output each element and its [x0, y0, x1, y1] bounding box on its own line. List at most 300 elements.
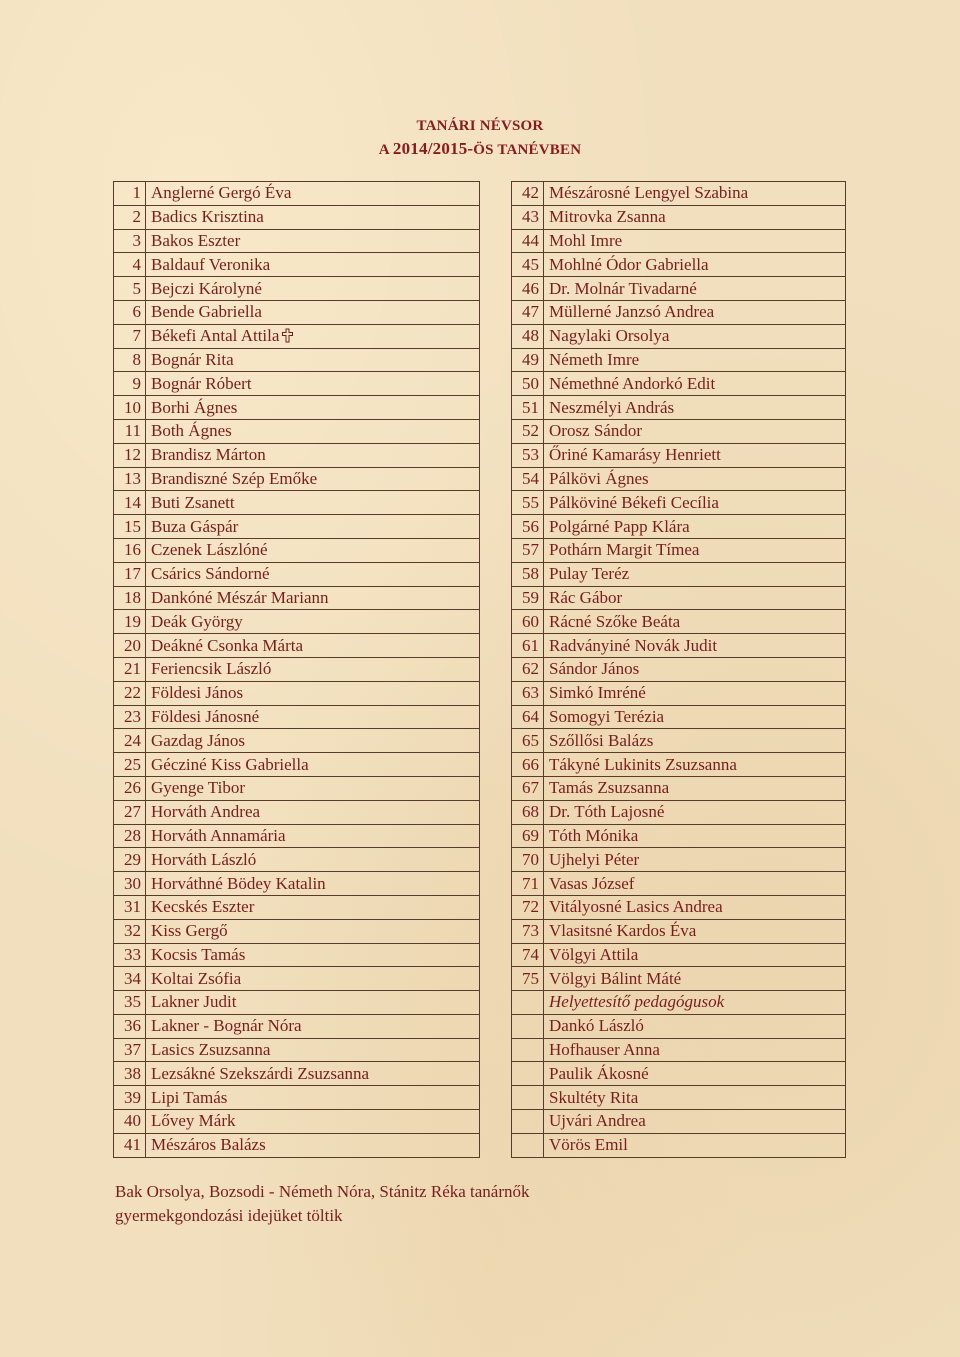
teacher-name: [146, 396, 480, 420]
teacher-name: [146, 634, 480, 658]
teacher-name-text: Baldauf Veronika: [151, 254, 271, 274]
teacher-name-text: Sándor János: [549, 659, 640, 679]
teacher-name-text: Pulay Teréz: [549, 564, 630, 584]
row-number: 68: [512, 800, 544, 824]
table-row: [114, 277, 480, 301]
teacher-name: [544, 491, 846, 515]
row-number: 17: [114, 562, 146, 586]
teacher-name-text: Lezsákné Szekszárdi Zsuzsanna: [151, 1063, 370, 1083]
teacher-name-text: Horváth Annamária: [151, 825, 286, 845]
teacher-name: [544, 895, 846, 919]
row-number: 33: [114, 943, 146, 967]
teacher-name: [544, 253, 846, 277]
teacher-name: [146, 515, 480, 539]
row-number: 2: [114, 205, 146, 229]
teacher-name: [544, 705, 846, 729]
row-number: 45: [512, 253, 544, 277]
teacher-name: [146, 1062, 480, 1086]
teacher-name-text: Dankó László: [549, 1016, 644, 1036]
table-row: [114, 729, 480, 753]
teacher-name-text: Kocsis Tamás: [151, 944, 246, 964]
teacher-name-text: Ujhelyi Péter: [549, 849, 640, 869]
table-row: [512, 491, 846, 515]
row-number: 16: [114, 538, 146, 562]
teacher-name: [544, 229, 846, 253]
teacher-name-text: Badics Krisztina: [151, 207, 264, 227]
table-row: [114, 681, 480, 705]
teacher-name-text: Mohl Imre: [549, 230, 623, 250]
teacher-name: [146, 562, 480, 586]
teacher-name-text: Horváthné Bödey Katalin: [151, 873, 326, 893]
table-row: [512, 729, 846, 753]
row-number: 71: [512, 872, 544, 896]
table-row: [512, 824, 846, 848]
row-number: 46: [512, 277, 544, 301]
teacher-name-text: Ujvári Andrea: [549, 1111, 646, 1131]
page-number: 9: [477, 1262, 483, 1276]
table-row: [512, 396, 846, 420]
row-number: 1: [114, 182, 146, 206]
row-number: 58: [512, 562, 544, 586]
teacher-name-text: Simkó Imréné: [549, 683, 646, 703]
teacher-name-text: Tóth Mónika: [549, 825, 639, 845]
row-number: 54: [512, 467, 544, 491]
row-number: 7: [114, 324, 146, 348]
table-row: [512, 229, 846, 253]
teacher-name-text: Szőllősi Balázs: [549, 730, 654, 750]
teacher-name: [146, 943, 480, 967]
teacher-name-text: Deák György: [151, 611, 243, 631]
table-row: [512, 872, 846, 896]
teacher-name: [146, 1086, 480, 1110]
row-number: 74: [512, 943, 544, 967]
teacher-name: [544, 348, 846, 372]
teacher-name: [544, 182, 846, 206]
teacher-name-text: Dr. Tóth Lajosné: [549, 802, 665, 822]
table-row: [512, 300, 846, 324]
table-row: [114, 467, 480, 491]
row-number: 35: [114, 991, 146, 1015]
row-number: 31: [114, 895, 146, 919]
teacher-name: [146, 300, 480, 324]
teacher-name-text: Vlasitsné Kardos Éva: [549, 921, 697, 941]
teacher-name: [146, 610, 480, 634]
table-row: [114, 610, 480, 634]
teacher-name-text: Polgárné Papp Klára: [549, 516, 690, 536]
subtitle-prefix: A: [378, 142, 393, 158]
teacher-name-text: Müllerné Janzsó Andrea: [549, 302, 715, 322]
teacher-name-text: Némethné Andorkó Edit: [549, 373, 716, 393]
teacher-name: [544, 729, 846, 753]
teacher-name-text: Lakner Judit: [151, 992, 237, 1012]
teacher-name-text: Horváth László: [151, 849, 257, 869]
teacher-name: [146, 800, 480, 824]
teacher-name: [544, 776, 846, 800]
teacher-list-left: [113, 181, 480, 1158]
teacher-name: [544, 443, 846, 467]
teacher-name: [544, 396, 846, 420]
teacher-name: [146, 586, 480, 610]
teacher-name-text: Bakos Eszter: [151, 230, 241, 250]
table-row: [114, 776, 480, 800]
teacher-name: [146, 372, 480, 396]
table-row: [114, 372, 480, 396]
table-row: [114, 538, 480, 562]
row-number: 53: [512, 443, 544, 467]
teacher-list-right: [511, 181, 846, 1158]
teacher-name-text: Földesi János: [151, 683, 244, 703]
row-number: 55: [512, 491, 544, 515]
teacher-name: [544, 300, 846, 324]
table-row: [114, 1086, 480, 1110]
teacher-name-text: Borhi Ágnes: [151, 397, 238, 417]
row-number: 59: [512, 586, 544, 610]
school-year: 2014/2015-: [392, 139, 474, 158]
teacher-name: [146, 895, 480, 919]
table-row: [114, 443, 480, 467]
teacher-name: [544, 1110, 846, 1134]
row-number: 30: [114, 872, 146, 896]
row-number: 4: [114, 253, 146, 277]
teacher-name-text: Vasas József: [549, 873, 635, 893]
teacher-name: [544, 1038, 846, 1062]
table-row: [512, 562, 846, 586]
row-number: 40: [114, 1110, 146, 1134]
teacher-name-text: Völgyi Attila: [549, 944, 639, 964]
table-row: [114, 1038, 480, 1062]
teacher-name-text: Őriné Kamarásy Henriett: [549, 445, 721, 465]
table-row: [114, 205, 480, 229]
row-number: 21: [114, 657, 146, 681]
teacher-name: [146, 205, 480, 229]
row-number: 13: [114, 467, 146, 491]
row-number: 41: [114, 1133, 146, 1157]
table-row: [512, 610, 846, 634]
teacher-name: [146, 538, 480, 562]
row-number: 10: [114, 396, 146, 420]
teacher-name: [544, 277, 846, 301]
row-number: 70: [512, 848, 544, 872]
row-number: 39: [114, 1086, 146, 1110]
teacher-name: [146, 681, 480, 705]
row-number: 9: [114, 372, 146, 396]
row-number: 75: [512, 967, 544, 991]
teacher-name-text: Mészáros Balázs: [151, 1135, 266, 1155]
teacher-name: [544, 538, 846, 562]
teacher-name: [544, 824, 846, 848]
row-number: 63: [512, 681, 544, 705]
row-number: 48: [512, 324, 544, 348]
note-line-2: gyermekgondozási idejüket töltik: [115, 1206, 343, 1225]
table-row: [114, 872, 480, 896]
table-row: [114, 396, 480, 420]
teacher-name-text: Lakner - Bognár Nóra: [151, 1016, 302, 1036]
row-number: 64: [512, 705, 544, 729]
teacher-name: [146, 1133, 480, 1157]
teacher-name: [146, 182, 480, 206]
table-row: [114, 1133, 480, 1157]
teacher-name-text: Vitályosné Lasics Andrea: [549, 897, 723, 917]
teacher-name: [544, 967, 846, 991]
row-number: 6: [114, 300, 146, 324]
table-row: [512, 348, 846, 372]
teacher-name-text: Mohlné Ódor Gabriella: [549, 254, 709, 274]
teacher-name: [544, 515, 846, 539]
memorial-cross-icon: [281, 328, 294, 343]
teacher-name: [146, 729, 480, 753]
table-row: [512, 776, 846, 800]
row-number: 11: [114, 419, 146, 443]
table-row: [114, 705, 480, 729]
teacher-name-text: Tamás Zsuzsanna: [549, 778, 670, 798]
row-number: 5: [114, 277, 146, 301]
table-row: [512, 800, 846, 824]
teacher-name-text: Völgyi Bálint Máté: [549, 968, 682, 988]
row-number: 60: [512, 610, 544, 634]
row-number: 52: [512, 419, 544, 443]
teacher-name: [146, 991, 480, 1015]
row-number: 47: [512, 300, 544, 324]
teacher-name-text: Neszmélyi András: [549, 397, 675, 417]
row-number: 73: [512, 919, 544, 943]
teacher-name-text: Orosz Sándor: [549, 421, 643, 441]
row-number: 25: [114, 753, 146, 777]
table-row: [114, 967, 480, 991]
teacher-name: [146, 705, 480, 729]
row-number: 8: [114, 348, 146, 372]
teacher-name-text: Helyettesítő pedagógusok: [549, 992, 725, 1012]
teacher-name: [544, 848, 846, 872]
row-number: 19: [114, 610, 146, 634]
teacher-name-text: Békefi Antal Attila: [151, 326, 280, 346]
teacher-name: [146, 277, 480, 301]
teacher-name-text: Németh Imre: [549, 349, 640, 369]
table-row: [114, 182, 480, 206]
table-row: [114, 634, 480, 658]
row-number: 66: [512, 753, 544, 777]
table-row: [512, 515, 846, 539]
table-row: [512, 467, 846, 491]
row-number: 23: [114, 705, 146, 729]
title-line-1: TANÁRI NÉVSOR: [416, 118, 544, 134]
teacher-name: [544, 610, 846, 634]
teacher-name: [544, 419, 846, 443]
row-number: [512, 1110, 544, 1134]
teacher-name-text: Dr. Molnár Tivadarné: [549, 278, 697, 298]
teacher-name: [544, 562, 846, 586]
table-row: [114, 515, 480, 539]
table-row: [114, 348, 480, 372]
table-row: [512, 1086, 846, 1110]
teacher-name: [146, 1038, 480, 1062]
teacher-name: [544, 800, 846, 824]
row-number: 18: [114, 586, 146, 610]
teacher-name-text: Bognár Róbert: [151, 373, 252, 393]
teacher-name-text: Mitrovka Zsanna: [549, 207, 666, 227]
teacher-name-text: Lipi Tamás: [151, 1087, 228, 1107]
teacher-name: [544, 1062, 846, 1086]
teacher-name-text: Skultéty Rita: [549, 1087, 639, 1107]
table-row: [512, 681, 846, 705]
teacher-name: [146, 657, 480, 681]
teacher-name-text: Rác Gábor: [549, 587, 623, 607]
teacher-name-text: Pothárn Margit Tímea: [549, 540, 700, 560]
note-line-1: Bak Orsolya, Bozsodi - Németh Nóra, Stánitz Réka tanárnők: [115, 1182, 530, 1201]
teacher-name-text: Vörös Emil: [549, 1135, 628, 1155]
table-row: [512, 943, 846, 967]
teacher-name: [146, 872, 480, 896]
row-number: 42: [512, 182, 544, 206]
table-row: [512, 753, 846, 777]
subtitle-suffix: ÖS TANÉVBEN: [473, 142, 582, 158]
table-row: [512, 657, 846, 681]
teacher-name: [146, 1110, 480, 1134]
row-number: 3: [114, 229, 146, 253]
teacher-name: [146, 1014, 480, 1038]
teacher-name-text: Radványiné Novák Judit: [549, 635, 718, 655]
teacher-name: [146, 229, 480, 253]
table-row: [512, 1110, 846, 1134]
row-number: 69: [512, 824, 544, 848]
teacher-name: [146, 824, 480, 848]
table-row: [114, 491, 480, 515]
teacher-name-text: Földesi Jánosné: [151, 706, 260, 726]
teacher-name: [544, 205, 846, 229]
teacher-name: [544, 943, 846, 967]
teacher-name: [544, 753, 846, 777]
teacher-name-text: Mészárosné Lengyel Szabina: [549, 183, 749, 203]
teacher-name: [146, 348, 480, 372]
teacher-name: [146, 467, 480, 491]
table-row: [114, 895, 480, 919]
teacher-name: [544, 467, 846, 491]
teacher-name-text: Pálkövi Ágnes: [549, 468, 649, 488]
teacher-name-text: Brandiszné Szép Emőke: [151, 468, 318, 488]
table-row: [512, 1038, 846, 1062]
teacher-name: [544, 634, 846, 658]
teacher-name: [146, 491, 480, 515]
teacher-name: [544, 372, 846, 396]
teacher-name-text: Kecskés Eszter: [151, 897, 255, 917]
row-number: 22: [114, 681, 146, 705]
row-number: 32: [114, 919, 146, 943]
row-number: 14: [114, 491, 146, 515]
table-row: [512, 1062, 846, 1086]
teacher-name: [146, 324, 480, 348]
table-row: [114, 943, 480, 967]
section-heading: [544, 991, 846, 1015]
row-number: 29: [114, 848, 146, 872]
row-number: 51: [512, 396, 544, 420]
teacher-name-text: Gyenge Tibor: [151, 778, 245, 798]
teacher-name-text: Anglerné Gergó Éva: [151, 183, 292, 203]
row-number: 36: [114, 1014, 146, 1038]
row-number: 24: [114, 729, 146, 753]
page-title: [0, 118, 960, 135]
teacher-name-text: Buza Gáspár: [151, 516, 239, 536]
row-number: 20: [114, 634, 146, 658]
table-row: [114, 324, 480, 348]
teacher-name-text: Gazdag János: [151, 730, 245, 750]
table-row: [512, 895, 846, 919]
teacher-name-text: Nagylaki Orsolya: [549, 326, 670, 346]
row-number: 65: [512, 729, 544, 753]
teacher-name: [146, 443, 480, 467]
table-row: [512, 182, 846, 206]
table-row: [512, 1014, 846, 1038]
table-row: [512, 419, 846, 443]
table-row: [512, 848, 846, 872]
table-row: [512, 967, 846, 991]
row-number: 44: [512, 229, 544, 253]
row-number: 15: [114, 515, 146, 539]
table-row: [114, 1110, 480, 1134]
row-number: 56: [512, 515, 544, 539]
row-number: 12: [114, 443, 146, 467]
teacher-name: [544, 657, 846, 681]
teacher-name: [146, 419, 480, 443]
page-subtitle: [0, 139, 960, 159]
teacher-name: [544, 586, 846, 610]
teacher-name-text: Both Ágnes: [151, 421, 232, 441]
teacher-name-text: Somogyi Terézia: [549, 706, 665, 726]
row-number: [512, 1062, 544, 1086]
teacher-name-text: Brandisz Márton: [151, 445, 266, 465]
table-row: [512, 538, 846, 562]
table-row: [512, 705, 846, 729]
table-row: [114, 991, 480, 1015]
row-number: [512, 1014, 544, 1038]
table-row: [114, 1014, 480, 1038]
table-row: [114, 300, 480, 324]
table-row: [114, 253, 480, 277]
row-number: 67: [512, 776, 544, 800]
teacher-name-text: Hofhauser Anna: [549, 1040, 660, 1060]
teacher-name: [146, 919, 480, 943]
teacher-name-text: Paulik Ákosné: [549, 1063, 649, 1083]
table-row: [512, 919, 846, 943]
teacher-name-text: Lővey Márk: [151, 1111, 236, 1131]
teacher-name: [146, 967, 480, 991]
table-row: [512, 443, 846, 467]
teacher-name-text: Buti Zsanett: [151, 492, 235, 512]
table-row: [114, 586, 480, 610]
teacher-name-text: Feriencsik László: [151, 659, 272, 679]
teacher-name-text: Bejczi Károlyné: [151, 278, 262, 298]
teacher-name-text: Horváth Andrea: [151, 802, 261, 822]
row-number: 38: [114, 1062, 146, 1086]
row-number: 28: [114, 824, 146, 848]
row-number: 49: [512, 348, 544, 372]
row-number: 61: [512, 634, 544, 658]
teacher-name: [146, 776, 480, 800]
row-number: 26: [114, 776, 146, 800]
teacher-name-text: Deákné Csonka Márta: [151, 635, 304, 655]
teacher-name-text: Tákyné Lukinits Zsuzsanna: [549, 754, 737, 774]
row-number: [512, 991, 544, 1015]
table-row: [512, 1133, 846, 1157]
table-row: [114, 919, 480, 943]
teacher-name: [544, 1014, 846, 1038]
table-row: [114, 419, 480, 443]
teacher-name: [544, 872, 846, 896]
teacher-name: [544, 919, 846, 943]
teacher-name-text: Bende Gabriella: [151, 302, 262, 322]
table-row: [512, 253, 846, 277]
table-row: [114, 657, 480, 681]
row-number: 43: [512, 205, 544, 229]
row-number: [512, 1133, 544, 1157]
